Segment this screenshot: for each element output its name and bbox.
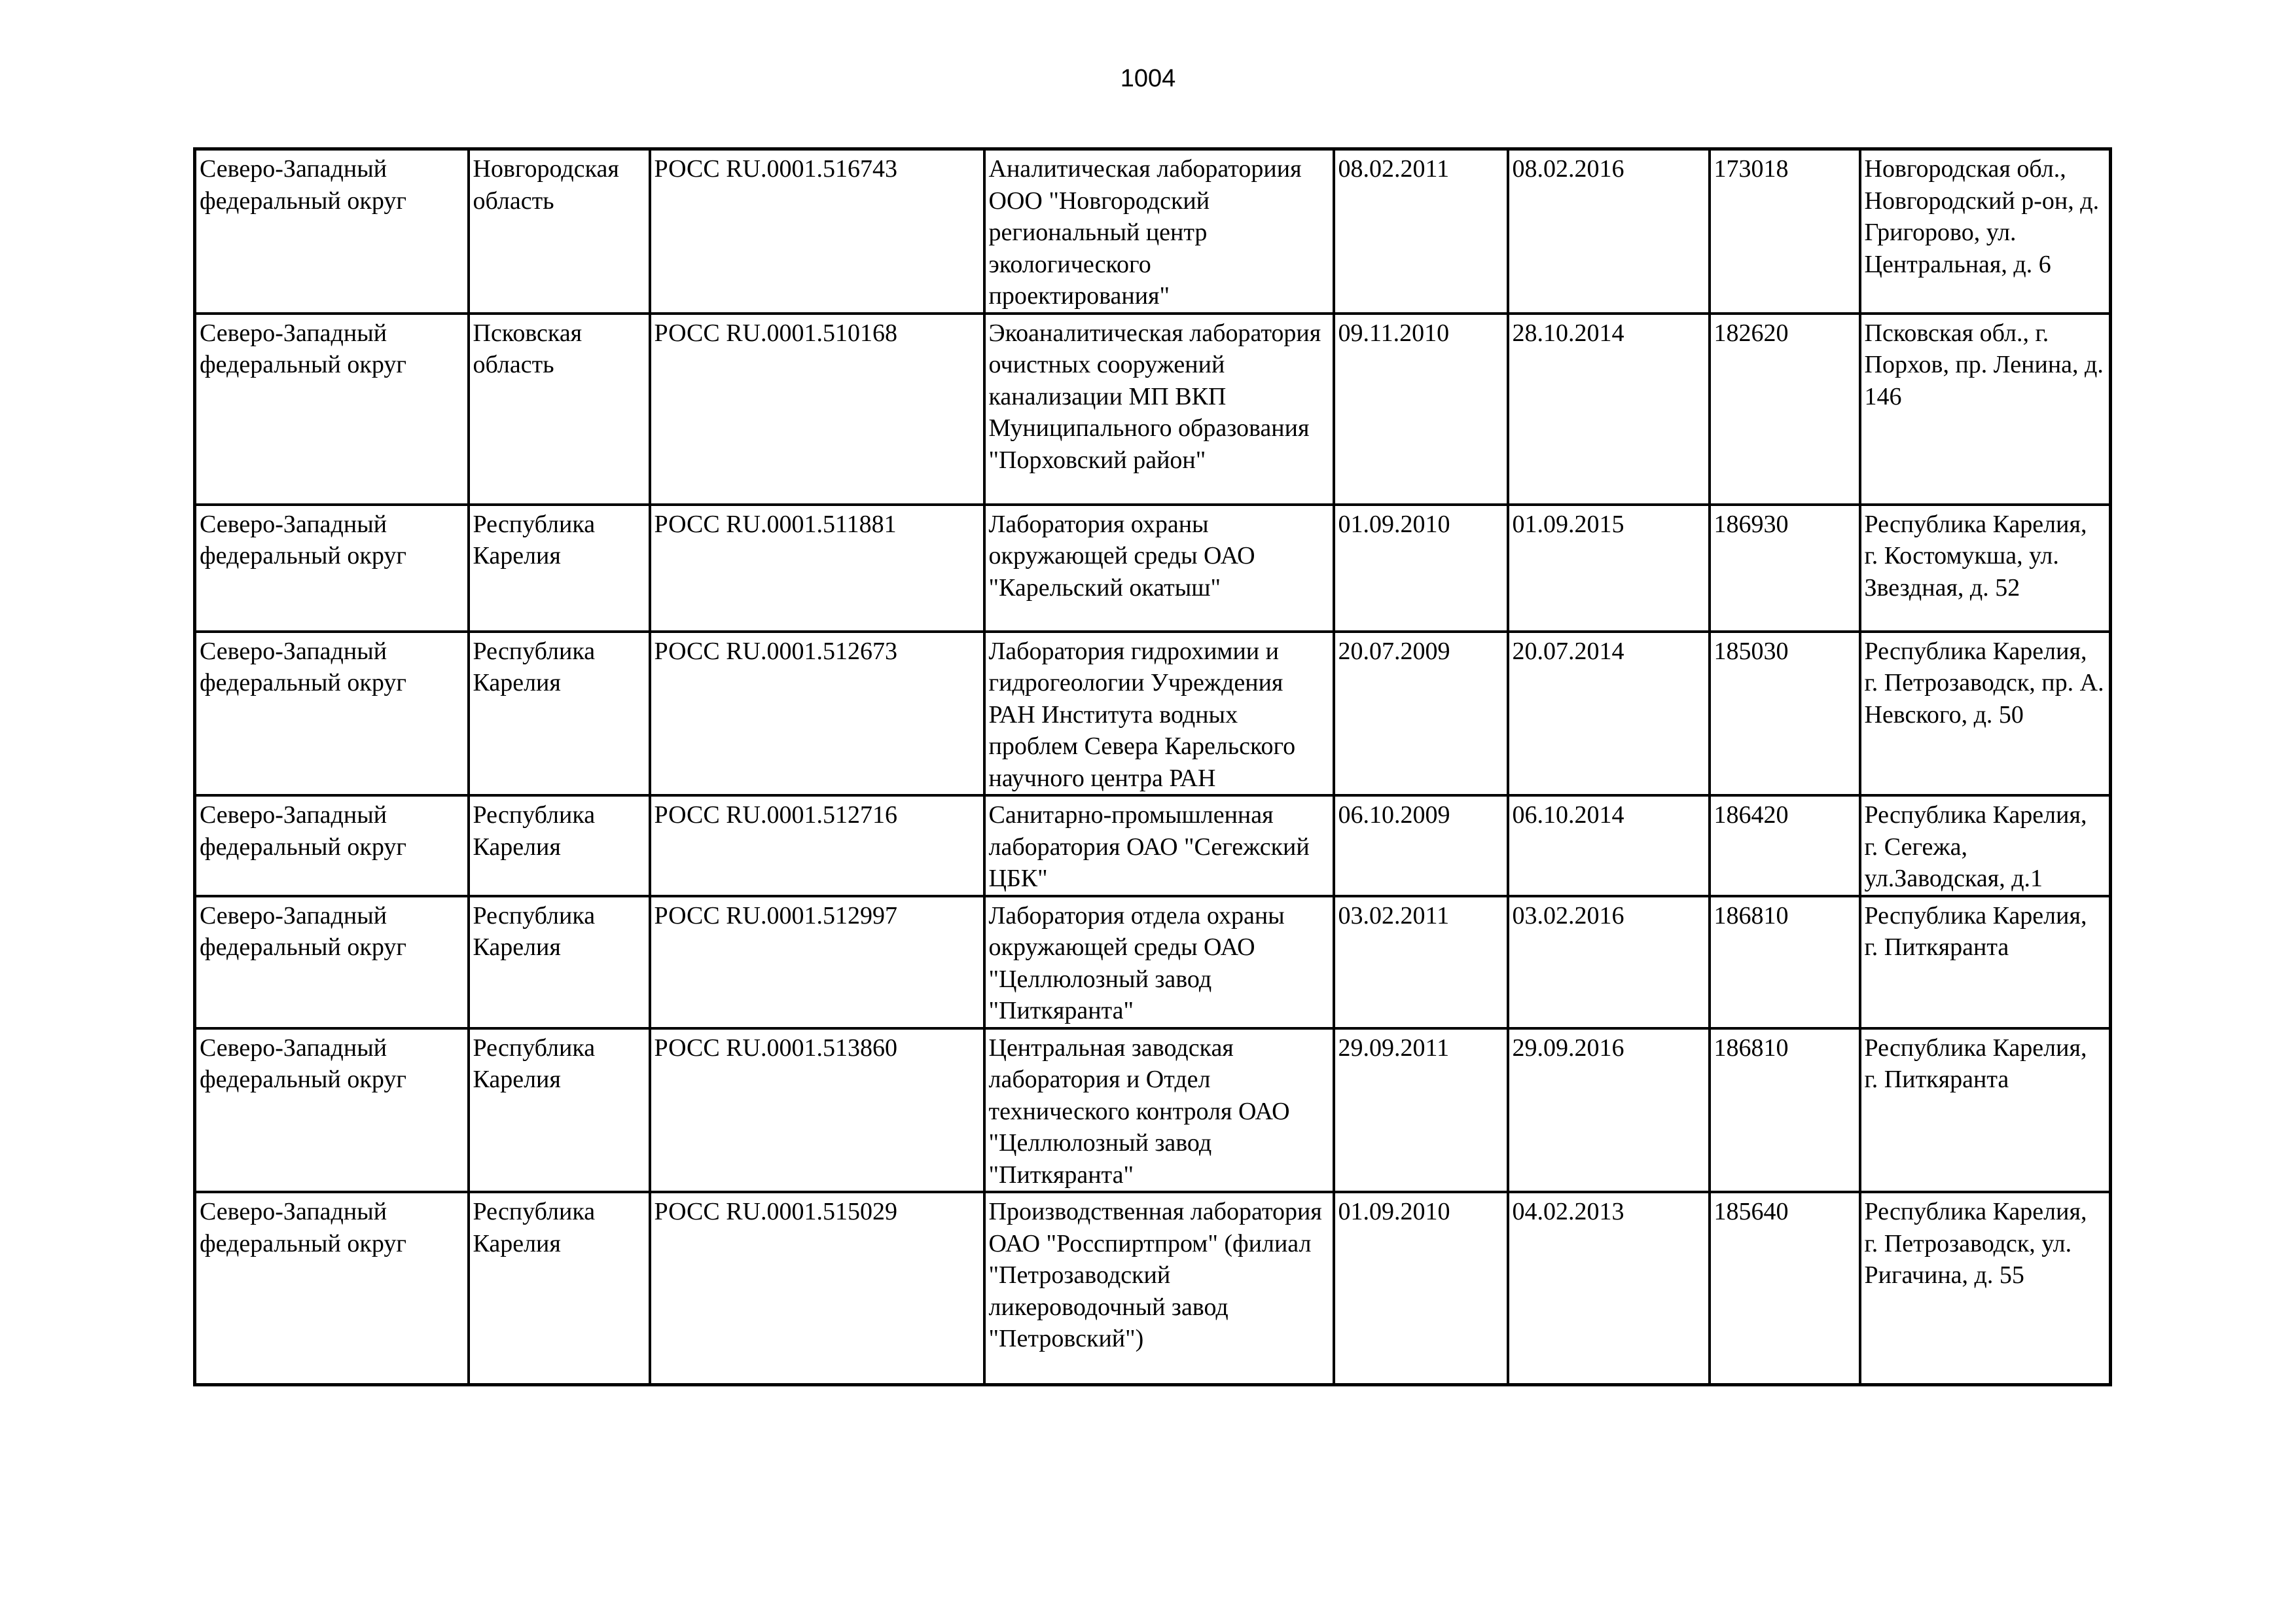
region-cell: Республика Карелия <box>469 1192 650 1384</box>
region-cell: Республика Карелия <box>469 1028 650 1193</box>
district-cell: Северо-Западный федеральный округ <box>195 1028 469 1193</box>
address-cell: Республика Карелия, г. Сегежа, ул.Заводская, д.1 <box>1860 795 2111 896</box>
registry-table <box>193 147 2112 1386</box>
date-expires-cell: 28.10.2014 <box>1508 314 1710 505</box>
region-cell: Республика Карелия <box>469 632 650 796</box>
lab-name-cell: Производственная лаборатория ОАО "Росспиртпром" (филиал "Петрозаводский ликероводочный завод "Петровский") <box>984 1192 1334 1384</box>
date-issued-cell: 09.11.2010 <box>1334 314 1508 505</box>
postal-code-cell: 186930 <box>1710 505 1860 632</box>
date-expires-cell: 01.09.2015 <box>1508 505 1710 632</box>
district-cell: Северо-Западный федеральный округ <box>195 314 469 505</box>
region-cell: Республика Карелия <box>469 896 650 1028</box>
lab-name-cell: Лаборатория гидрохимии и гидрогеологии Учреждения РАН Института водных проблем Севера Карельского научного центра РАН <box>984 632 1334 796</box>
district-cell: Северо-Западный федеральный округ <box>195 896 469 1028</box>
district-cell: Северо-Западный федеральный округ <box>195 149 469 314</box>
address-cell: Республика Карелия, г. Питкяранта <box>1860 1028 2111 1193</box>
date-expires-cell: 04.02.2013 <box>1508 1192 1710 1384</box>
lab-name-cell: Аналитическая лабораториия ООО "Новгородский региональный центр экологического проектирования" <box>984 149 1334 314</box>
postal-code-cell: 182620 <box>1710 314 1860 505</box>
district-cell: Северо-Западный федеральный округ <box>195 505 469 632</box>
date-issued-cell: 06.10.2009 <box>1334 795 1508 896</box>
district-cell: Северо-Западный федеральный округ <box>195 632 469 796</box>
table-row <box>195 1192 2111 1384</box>
table-row <box>195 314 2111 505</box>
date-expires-cell: 29.09.2016 <box>1508 1028 1710 1193</box>
certificate-cell: РОСС RU.0001.512997 <box>650 896 984 1028</box>
certificate-cell: РОСС RU.0001.515029 <box>650 1192 984 1384</box>
address-cell: Новгородская обл., Новгородский р-он, д. Григорово, ул. Центральная, д. 6 <box>1860 149 2111 314</box>
postal-code-cell: 173018 <box>1710 149 1860 314</box>
table-row <box>195 896 2111 1028</box>
region-cell: Псковская область <box>469 314 650 505</box>
certificate-cell: РОСС RU.0001.511881 <box>650 505 984 632</box>
region-cell: Республика Карелия <box>469 795 650 896</box>
table-row <box>195 632 2111 796</box>
postal-code-cell: 186810 <box>1710 896 1860 1028</box>
address-cell: Республика Карелия, г. Питкяранта <box>1860 896 2111 1028</box>
lab-name-cell: Центральная заводская лаборатория и Отдел технического контроля ОАО "Целлюлозный завод "Питкяранта" <box>984 1028 1334 1193</box>
region-cell: Новгородская область <box>469 149 650 314</box>
table-row <box>195 505 2111 632</box>
lab-name-cell: Экоаналитическая лаборатория очистных сооружений канализации МП ВКП Муниципального образования "Порховский район" <box>984 314 1334 505</box>
district-cell: Северо-Западный федеральный округ <box>195 795 469 896</box>
address-cell: Республика Карелия, г. Петрозаводск, пр. А. Невского, д. 50 <box>1860 632 2111 796</box>
lab-name-cell: Лаборатория охраны окружающей среды ОАО "Карельский окатыш" <box>984 505 1334 632</box>
date-issued-cell: 03.02.2011 <box>1334 896 1508 1028</box>
postal-code-cell: 185640 <box>1710 1192 1860 1384</box>
address-cell: Псковская обл., г. Порхов, пр. Ленина, д. 146 <box>1860 314 2111 505</box>
lab-name-cell: Санитарно-промышленная лаборатория ОАО "Сегежский ЦБК" <box>984 795 1334 896</box>
region-cell: Республика Карелия <box>469 505 650 632</box>
table-row <box>195 149 2111 314</box>
lab-name-cell: Лаборатория отдела охраны окружающей среды ОАО "Целлюлозный завод "Питкяранта" <box>984 896 1334 1028</box>
certificate-cell: РОСС RU.0001.510168 <box>650 314 984 505</box>
date-expires-cell: 20.07.2014 <box>1508 632 1710 796</box>
date-issued-cell: 20.07.2009 <box>1334 632 1508 796</box>
certificate-cell: РОСС RU.0001.513860 <box>650 1028 984 1193</box>
postal-code-cell: 186420 <box>1710 795 1860 896</box>
postal-code-cell: 186810 <box>1710 1028 1860 1193</box>
date-expires-cell: 08.02.2016 <box>1508 149 1710 314</box>
page-number: 1004 <box>1120 65 1176 92</box>
date-expires-cell: 06.10.2014 <box>1508 795 1710 896</box>
date-expires-cell: 03.02.2016 <box>1508 896 1710 1028</box>
certificate-cell: РОСС RU.0001.512673 <box>650 632 984 796</box>
certificate-cell: РОСС RU.0001.512716 <box>650 795 984 896</box>
table-row <box>195 795 2111 896</box>
table-row <box>195 1028 2111 1193</box>
date-issued-cell: 29.09.2011 <box>1334 1028 1508 1193</box>
postal-code-cell: 185030 <box>1710 632 1860 796</box>
date-issued-cell: 01.09.2010 <box>1334 1192 1508 1384</box>
address-cell: Республика Карелия, г. Костомукша, ул. Звездная, д. 52 <box>1860 505 2111 632</box>
certificate-cell: РОСС RU.0001.516743 <box>650 149 984 314</box>
date-issued-cell: 08.02.2011 <box>1334 149 1508 314</box>
address-cell: Республика Карелия, г. Петрозаводск, ул. Ригачина, д. 55 <box>1860 1192 2111 1384</box>
district-cell: Северо-Западный федеральный округ <box>195 1192 469 1384</box>
date-issued-cell: 01.09.2010 <box>1334 505 1508 632</box>
